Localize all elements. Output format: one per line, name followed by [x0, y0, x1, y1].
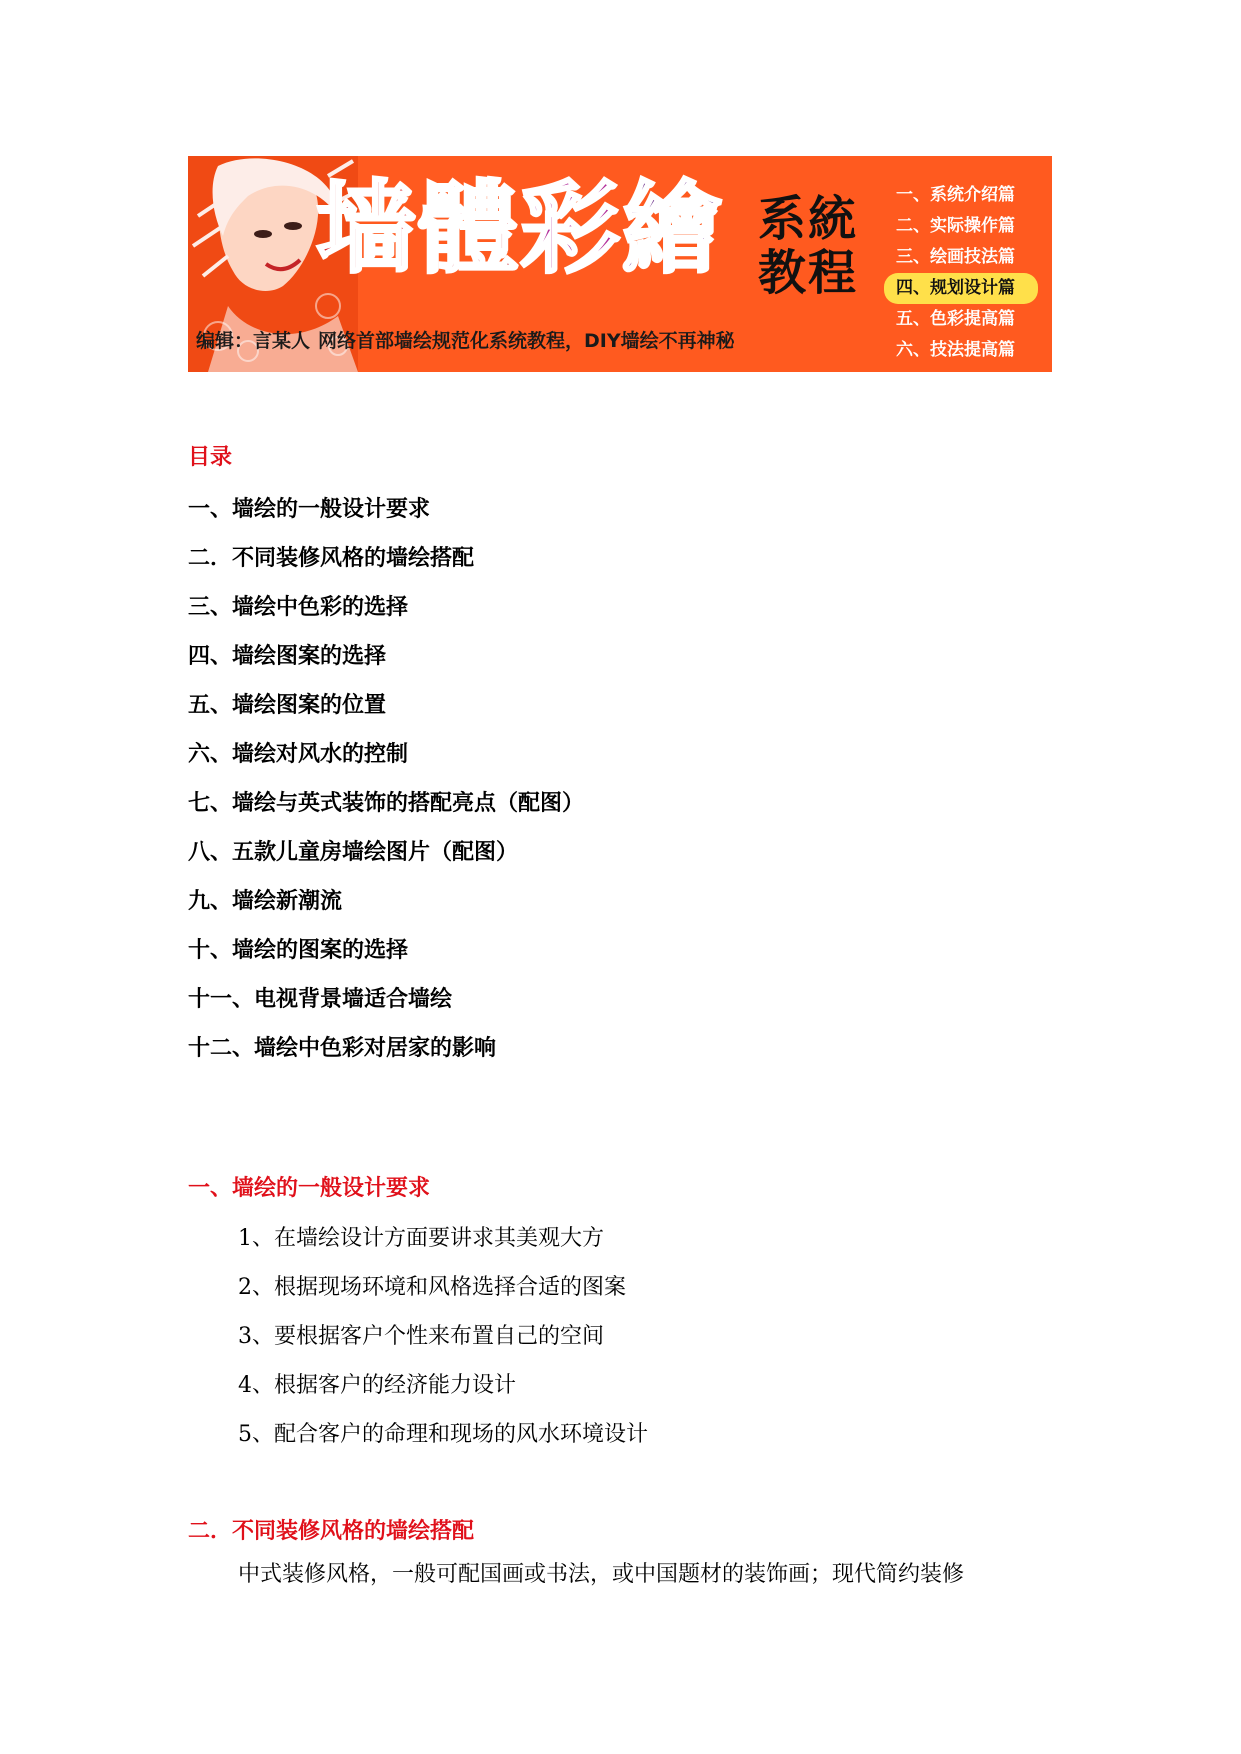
- body-paragraph: 中式装修风格，一般可配国画或书法，或中国题材的装饰画；现代简约装修: [238, 1562, 965, 1587]
- toc-item: 四、墙绘图案的选择: [188, 643, 387, 669]
- toc-item: 十、墙绘的图案的选择: [188, 937, 409, 963]
- title-char: 墙: [316, 170, 418, 287]
- banner-slogan: 网络首部墙绘规范化系统教程，DIY墙绘不再神秘: [318, 330, 735, 352]
- toc-item: 十一、电视背景墙适合墙绘: [188, 986, 453, 1012]
- requirement-item: 3、要根据客户个性来布置自己的空间: [238, 1324, 604, 1349]
- series-item: 六、技法提高篇: [896, 340, 1015, 360]
- series-item: 五、色彩提高篇: [896, 309, 1015, 329]
- requirement-item: 4、根据客户的经济能力设计: [238, 1373, 516, 1398]
- section-heading: 二．不同装修风格的墙绘搭配: [188, 1518, 475, 1544]
- series-item: 一、系统介绍篇: [896, 185, 1015, 205]
- requirement-item: 1、在墙绘设计方面要讲求其美观大方: [238, 1226, 604, 1251]
- toc-item: 七、墙绘与英式装饰的搭配亮点（配图）: [188, 790, 585, 816]
- toc-item: 一、墙绘的一般设计要求: [188, 496, 431, 522]
- title-char: 彩: [520, 170, 622, 287]
- series-item: 三、绘画技法篇: [896, 247, 1015, 267]
- series-list: [888, 180, 1038, 366]
- toc-item: 六、墙绘对风水的控制: [188, 741, 409, 767]
- banner-editor-line: [196, 326, 735, 353]
- banner-subtitle: 系統教程: [758, 191, 859, 301]
- toc-title: 目录: [188, 444, 233, 470]
- banner-big-title: [316, 170, 724, 287]
- title-char: 繪: [622, 170, 724, 287]
- requirements-list: [238, 1214, 648, 1459]
- toc-item: 五、墙绘图案的位置: [188, 692, 387, 718]
- header-banner: [188, 156, 1052, 372]
- toc-item: 八、五款儿童房墙绘图片（配图）: [188, 839, 519, 865]
- toc-item: 九、墙绘新潮流: [188, 888, 343, 914]
- editor-credit: 编辑：言某人: [196, 330, 311, 352]
- section-heading: 一、墙绘的一般设计要求: [188, 1175, 431, 1201]
- series-item-active: 四、规划设计篇: [884, 273, 1038, 304]
- series-item: 二、实际操作篇: [896, 216, 1015, 236]
- requirement-item: 2、根据现场环境和风格选择合适的图案: [238, 1275, 626, 1300]
- toc-item: 二．不同装修风格的墙绘搭配: [188, 545, 475, 571]
- requirement-item: 5、配合客户的命理和现场的风水环境设计: [238, 1422, 648, 1447]
- toc-item: 三、墙绘中色彩的选择: [188, 594, 409, 620]
- title-char: 體: [418, 170, 520, 287]
- table-of-contents: [188, 485, 584, 1073]
- toc-item: 十二、墙绘中色彩对居家的影响: [188, 1035, 497, 1061]
